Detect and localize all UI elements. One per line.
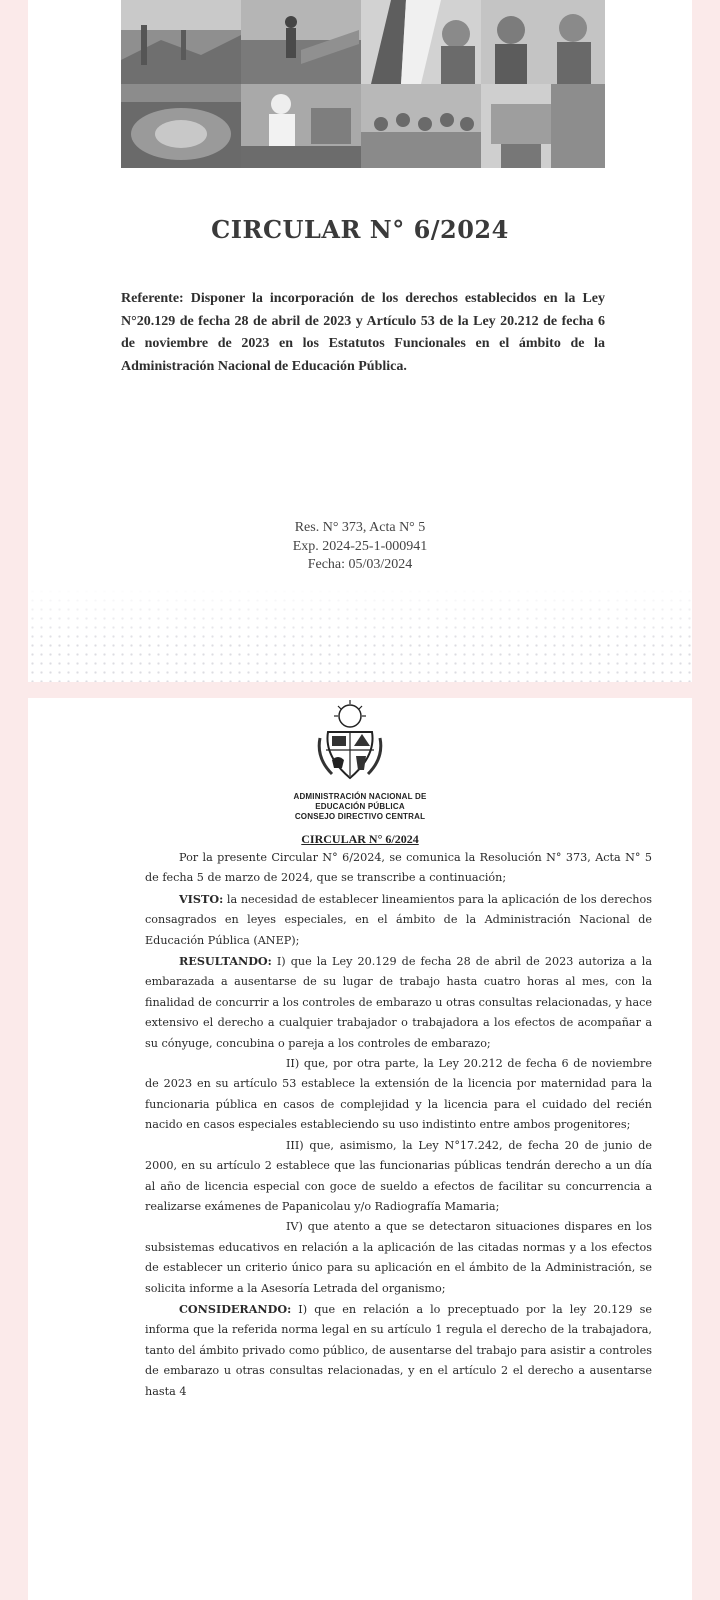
document-page-body — [28, 698, 692, 1600]
organization-header — [28, 792, 692, 822]
considerando-i-paragraph — [145, 1299, 652, 1402]
org-line: EDUCACIÓN PÚBLICA — [315, 802, 405, 811]
resolution-date: Fecha: 05/03/2024 — [307, 557, 413, 572]
org-line: ADMINISTRACIÓN NACIONAL DE — [293, 792, 427, 801]
collage-photo — [241, 0, 361, 84]
considerando-i-text: I) que en relación a lo preceptuado por la ley 20.129 se informa que la referida norma legal en su artículo 1 regula el derecho de la trabajadora, tanto del ámbito privado como público, de ausentarse del trabajo para asistir a controles de embarazo u otras consultas relacionadas, y en el artículo 2 el derecho a ausentarse hasta 4 — [145, 1302, 652, 1398]
collage-photo — [241, 84, 361, 168]
visto-text: la necesidad de establecer lineamientos para la aplicación de los derechos consagrados en leyes especiales, en el ámbito de la Administración Nacional de Educación Pública (ANEP); — [145, 892, 652, 947]
uruguay-coat-of-arms-icon — [314, 698, 386, 782]
document-title: CIRCULAR N° 6/2024 — [211, 215, 509, 244]
visto-label: VISTO: — [179, 891, 224, 906]
photo-collage — [121, 0, 605, 168]
resultando-i-paragraph — [145, 951, 652, 1054]
expedient-number: Exp. 2024-25-1-000941 — [292, 538, 428, 554]
resultando-iii-paragraph: III) que, asimismo, la Ley N°17.242, de fecha 20 de junio de 2000, en su artículo 2 establece que las funcionarias públicas tendrán derecho a un día al año de licencia especial con goce de sueldo a efectos de facilitar su concurrencia a realizarse exámenes de Papanicolau y/o Radiografía Mamaria; — [145, 1138, 652, 1213]
circular-subtitle — [28, 832, 692, 847]
org-line: CONSEJO DIRECTIVO CENTRAL — [294, 812, 426, 821]
resultando-ii-paragraph: II) que, por otra parte, la Ley 20.212 de fecha 6 de noviembre de 2023 en su artículo 53 establece la extensión de la licencia por maternidad para la funcionaria pública en casos de complejidad y la licencia para el cuidado del recién nacido en casos especiales estableciendo su uso indistinto entre ambos progenitores; — [145, 1057, 652, 1132]
resolution-body — [145, 848, 652, 1402]
referente-paragraph: Referente: Disponer la incorporación de los derechos establecidos en la Ley N°20.129 de fecha 28 de abril de 2023 y Artículo 53 de la Ley 20.212 de fecha 6 de noviembre de 2023 en los Estatutos Funcionales en el ámbito de la Administración Nacional de Educación Pública. — [121, 291, 605, 374]
collage-photo — [361, 0, 481, 84]
resultando-iv-paragraph: IV) que atento a que se detectaron situaciones dispares en los subsistemas educativos en relación a la aplicación de las citadas normas y a los efectos de establecer un criterio único para su aplicación en el ámbito de la Administración, se solicita informe a la Asesoría Letrada del organismo; — [145, 1220, 652, 1295]
collage-photo — [121, 84, 241, 168]
resolution-meta — [28, 519, 692, 575]
resultando-i-text: I) que la Ley 20.129 de fecha 28 de abril de 2023 autoriza a la embarazada a ausentarse de su lugar de trabajo hasta cuatro horas al mes, con la finalidad de concurrir a los controles de embarazo u otras consultas relacionadas, y hace extensivo el derecho a cualquier trabajador o trabajadora a los efectos de acompañar a su cónyuge, concubina o pareja a los controles de embarazo; — [145, 955, 652, 1050]
circular-subtitle-text: CIRCULAR N° 6/2024 — [301, 832, 419, 846]
resolution-number: Res. N° 373, Acta N° 5 — [294, 520, 426, 535]
visto-paragraph — [145, 889, 652, 951]
resultando-label: RESULTANDO: — [179, 954, 272, 969]
intro-paragraph: Por la presente Circular N° 6/2024, se comunica la Resolución N° 373, Acta N° 5 de fecha 5 de marzo de 2024, que se transcribe a continuación; — [145, 851, 652, 885]
collage-photo — [361, 84, 481, 168]
collage-photo — [481, 84, 605, 168]
collage-photo — [121, 0, 241, 84]
considerando-label: CONSIDERANDO: — [179, 1301, 292, 1316]
collage-photo — [481, 0, 605, 84]
dotted-pattern — [28, 587, 692, 682]
document-page-cover — [28, 0, 692, 682]
